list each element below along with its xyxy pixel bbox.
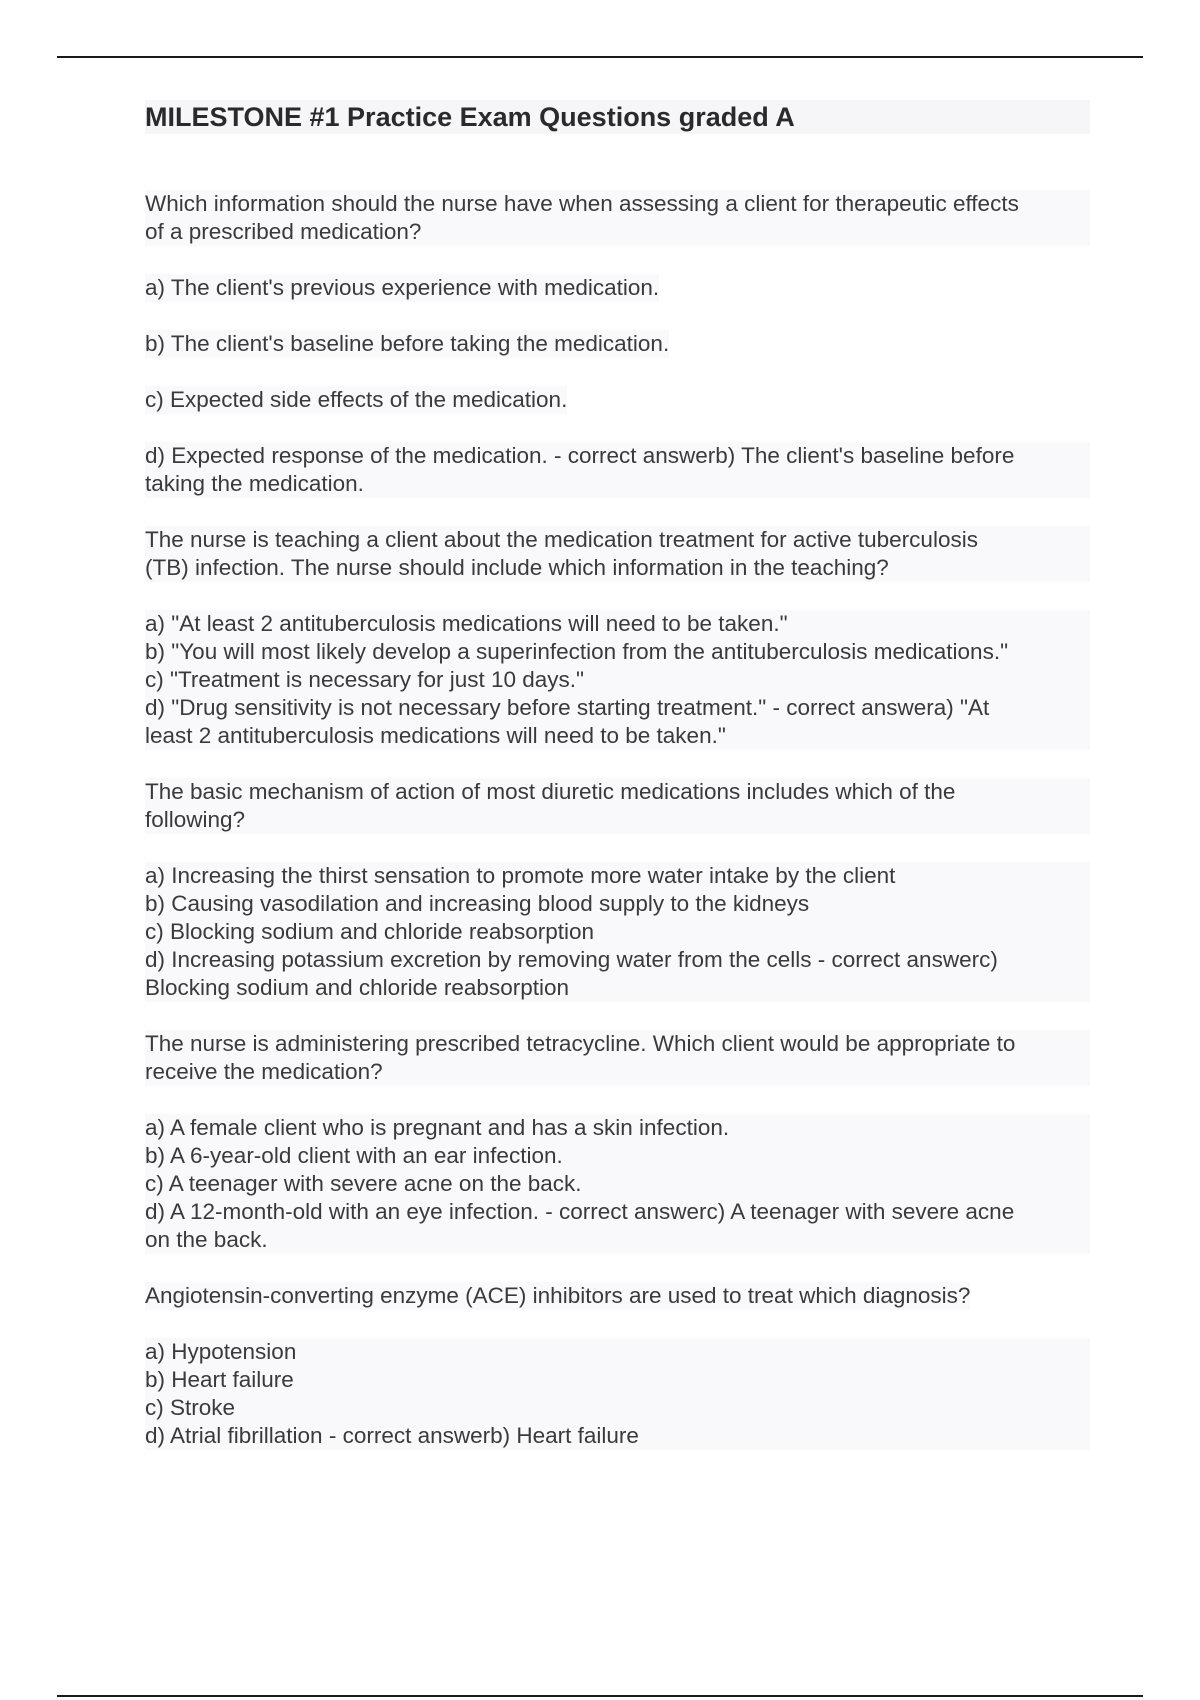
text-line: a) The client's previous experience with medication. bbox=[145, 275, 660, 300]
text-line: of a prescribed medication? bbox=[145, 219, 422, 244]
text-line: d) Expected response of the medication. - correct answerb) The client's baseline before bbox=[145, 443, 1015, 468]
text-line: The nurse is administering prescribed tetracycline. Which client would be appropriate to bbox=[145, 1031, 1016, 1056]
text-line: c) Blocking sodium and chloride reabsorption bbox=[145, 919, 594, 944]
text-line: c) Stroke bbox=[145, 1395, 236, 1420]
paragraph bbox=[145, 778, 1090, 834]
paragraph bbox=[145, 1282, 970, 1310]
text-line: a) Hypotension bbox=[145, 1339, 297, 1364]
paragraph bbox=[145, 386, 567, 414]
text-line: least 2 antituberculosis medications will need to be taken." bbox=[145, 723, 726, 748]
paragraph bbox=[145, 526, 1090, 582]
top-rule bbox=[57, 56, 1143, 58]
paragraph bbox=[145, 274, 659, 302]
text-line: following? bbox=[145, 807, 246, 832]
text-line: d) Atrial fibrillation - correct answerb) Heart failure bbox=[145, 1423, 639, 1448]
text-line: b) A 6-year-old client with an ear infection. bbox=[145, 1143, 563, 1168]
text-line: a) A female client who is pregnant and has a skin infection. bbox=[145, 1115, 730, 1140]
paragraph bbox=[145, 862, 1090, 1002]
paragraph bbox=[145, 442, 1090, 498]
question-list bbox=[145, 190, 1090, 1450]
text-line: (TB) infection. The nurse should include which information in the teaching? bbox=[145, 555, 889, 580]
text-line: c) "Treatment is necessary for just 10 days." bbox=[145, 667, 585, 692]
text-line: The basic mechanism of action of most diuretic medications includes which of the bbox=[145, 779, 956, 804]
paragraph bbox=[145, 1030, 1090, 1086]
text-line: a) "At least 2 antituberculosis medications will need to be taken." bbox=[145, 611, 788, 636]
text-line: c) Expected side effects of the medication. bbox=[145, 387, 568, 412]
text-line: receive the medication? bbox=[145, 1059, 383, 1084]
text-line: d) Increasing potassium excretion by removing water from the cells - correct answerc) bbox=[145, 947, 998, 972]
paragraph bbox=[145, 610, 1090, 750]
paragraph bbox=[145, 1338, 1090, 1450]
bottom-rule bbox=[57, 1695, 1143, 1697]
text-line: d) A 12-month-old with an eye infection. - correct answerc) A teenager with severe acne bbox=[145, 1199, 1015, 1224]
text-line: b) "You will most likely develop a superinfection from the antituberculosis medications." bbox=[145, 639, 1009, 664]
text-line: on the back. bbox=[145, 1227, 268, 1252]
text-line: taking the medication. bbox=[145, 471, 364, 496]
text-line: d) "Drug sensitivity is not necessary before starting treatment." - correct answera) "At bbox=[145, 695, 990, 720]
paragraph bbox=[145, 330, 669, 358]
document-title: MILESTONE #1 Practice Exam Questions graded A bbox=[145, 100, 1090, 134]
text-line: b) Heart failure bbox=[145, 1367, 294, 1392]
text-line: b) Causing vasodilation and increasing blood supply to the kidneys bbox=[145, 891, 810, 916]
text-line: The nurse is teaching a client about the medication treatment for active tuberculosis bbox=[145, 527, 978, 552]
text-line: a) Increasing the thirst sensation to promote more water intake by the client bbox=[145, 863, 896, 888]
text-line: c) A teenager with severe acne on the back. bbox=[145, 1171, 582, 1196]
text-line: b) The client's baseline before taking the medication. bbox=[145, 331, 670, 356]
paragraph bbox=[145, 190, 1090, 246]
text-line: Which information should the nurse have when assessing a client for therapeutic effects bbox=[145, 191, 1019, 216]
document-body bbox=[145, 100, 1090, 1478]
paragraph bbox=[145, 1114, 1090, 1254]
text-line: Blocking sodium and chloride reabsorption bbox=[145, 975, 569, 1000]
text-line: Angiotensin-converting enzyme (ACE) inhibitors are used to treat which diagnosis? bbox=[145, 1283, 971, 1308]
